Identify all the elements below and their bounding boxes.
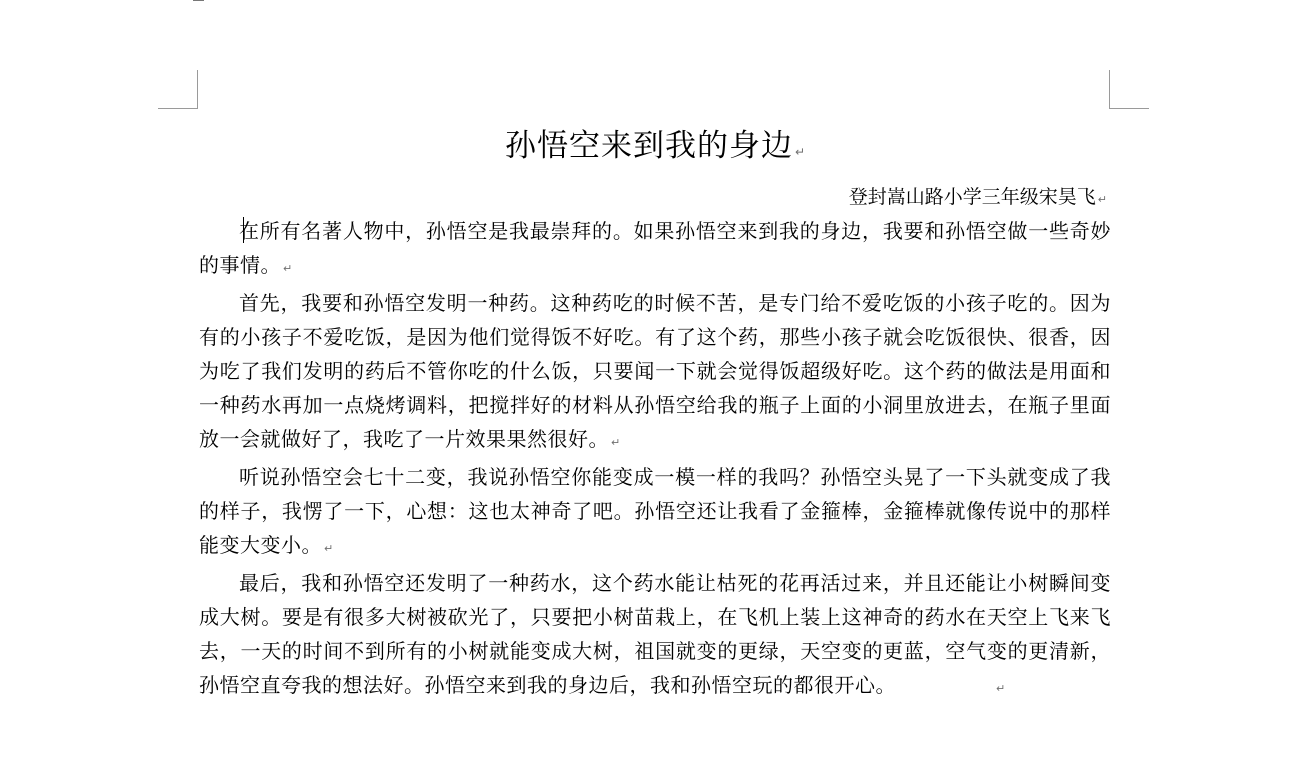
document-title[interactable] — [199, 120, 1111, 172]
document-title-text: 孙悟空来到我的身边 — [504, 128, 793, 164]
crop-mark-top-left-horizontal — [158, 108, 198, 109]
document-body[interactable] — [199, 120, 1111, 706]
paragraph-text: 最后，我和孙悟空还发明了一种药水，这个药水能让枯死的花再活过来，并且还能让小树瞬间变成大树。要是有很多大树被砍光了，只要把小树苗栽上，在飞机上装上这神奇的药水在天空上飞来飞去，一天的时间不到所有的小树就能变成大树，祖国就变的更绿，天空变的更蓝，空气变的更清新，孙悟空直夸我的想法好。孙悟空来到我的身边后，我和孙悟空玩的都很开心。 — [199, 571, 1111, 697]
author-text: 登封嵩山路小学三年级宋昊飞 — [848, 186, 1096, 208]
paragraph-mark-icon: ↵ — [996, 682, 1006, 695]
paragraph-1[interactable] — [199, 214, 1111, 286]
paragraph-mark-icon: ↵ — [1097, 193, 1107, 206]
paragraph-4[interactable] — [199, 566, 1111, 706]
paragraph-text: 听说孙悟空会七十二变，我说孙悟空你能变成一模一样的我吗？孙悟空头晃了一下头就变成了我的样子，我愣了一下，心想：这也太神奇了吧。孙悟空还让我看了金箍棒，金箍棒就像传说中的那样能变大变小。 — [199, 465, 1111, 557]
crop-mark-top-right-vertical — [1109, 70, 1110, 109]
paragraph-text: 首先，我要和孙悟空发明一种药。这种药吃的时候不苦，是专门给不爱吃饭的小孩子吃的。因为有的小孩子不爱吃饭，是因为他们觉得饭不好吃。有了这个药，那些小孩子就会吃饭很快、很香，因为吃了我们发明的药后不管你吃的什么饭，只要闻一下就会觉得饭超级好吃。这个药的做法是用面和一种药水再加一点烧烤调料，把搅拌好的材料从孙悟空给我的瓶子上面的小洞里放进去，在瓶子里面放一会就做好了，我吃了一片效果果然很好。 — [199, 291, 1111, 451]
paragraph-2[interactable] — [199, 286, 1111, 460]
paragraph-mark-icon: ↵ — [794, 145, 806, 159]
ruler-mark — [193, 0, 204, 1]
paragraph-text: 在所有名著人物中，孙悟空是我最崇拜的。如果孙悟空来到我的身边，我要和孙悟空做一些奇妙的事情。 — [199, 219, 1111, 277]
crop-mark-top-right-horizontal — [1109, 108, 1149, 109]
author-line[interactable] — [199, 180, 1111, 214]
crop-mark-top-left-vertical — [197, 70, 198, 109]
paragraph-3[interactable] — [199, 460, 1111, 566]
paragraph-mark-icon: ↵ — [283, 262, 293, 275]
paragraph-mark-icon: ↵ — [324, 542, 334, 555]
paragraph-mark-icon: ↵ — [611, 436, 621, 449]
